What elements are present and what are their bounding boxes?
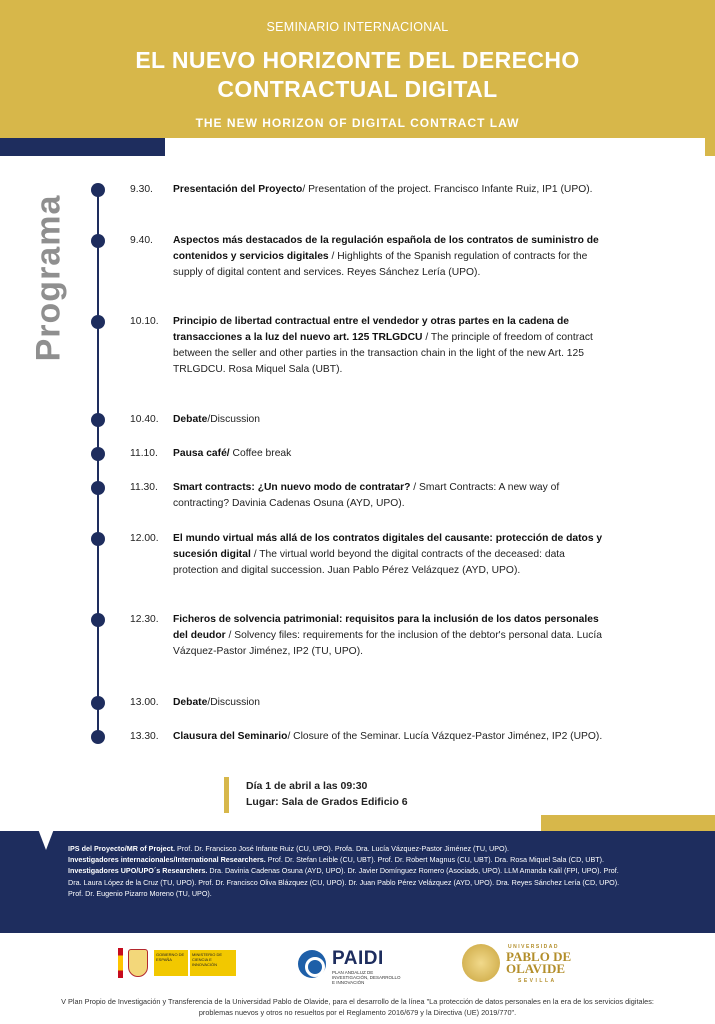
- timeline-dot: [91, 315, 105, 329]
- timeline-dot: [91, 413, 105, 427]
- program-time: 12.00.: [130, 533, 159, 544]
- gobierno-espana-logo: [118, 946, 238, 980]
- page-subtitle: THE NEW HORIZON OF DIGITAL CONTRACT LAW: [195, 116, 520, 130]
- program-time: 13.00.: [130, 697, 159, 708]
- upo-name-line2: OLAVIDE: [506, 961, 566, 976]
- program-time: 9.30.: [130, 184, 153, 195]
- program-title: Principio de libertad contractual entre el vendedor y otras partes en la cadena de transacciones a la luz del nuevo art. 125 TRLGDCU: [173, 316, 569, 343]
- paidi-logo: [298, 948, 408, 985]
- footnote: V Plan Propio de Investigación y Transferencia de la Universidad Pablo de Olavide, para el desarrollo de la línea "La protección de datos personales en la era de los servicios digitales: problemas nuevos y otros no resueltos por el Reglamento 2016/679 y la Directiva (UE) 2019/770".: [61, 997, 654, 1017]
- program-detail: / Highlights of the Spanish regulation of contracts for the supply of digital content and services. Reyes Sánchez Lería (UPO).: [173, 251, 588, 278]
- program-item: [130, 480, 610, 512]
- program-item: [130, 314, 610, 378]
- timeline-dot: [91, 730, 105, 744]
- decorative-navy-bar: [0, 138, 165, 156]
- credits-group-names: Prof. Dr. Stefan Leible (CU, UBT). Prof. Dr. Robert Magnus (CU, UBT). Dra. Rosa Miquel Sala (CD, UBT).: [265, 855, 605, 865]
- upo-name-line1: PABLO DE: [506, 949, 572, 964]
- paidi-wordmark: PAIDI: [332, 948, 384, 969]
- event-date: Día 1 de abril a las 09:30: [246, 780, 368, 792]
- decorative-gold-bar-bottom: [541, 815, 715, 831]
- program-item: [130, 446, 610, 462]
- timeline-dot: [91, 532, 105, 546]
- timeline-dot: [91, 696, 105, 710]
- program-title: Pausa café/: [173, 448, 230, 459]
- program-detail: /Discussion: [207, 414, 260, 425]
- timeline-dot: [91, 613, 105, 627]
- venue-accent-bar: [224, 777, 229, 813]
- event-place: Lugar: Sala de Grados Edificio 6: [246, 796, 408, 808]
- program-time: 13.30.: [130, 731, 159, 742]
- timeline-dot: [91, 447, 105, 461]
- upo-name: [506, 951, 571, 975]
- title-line-1: EL NUEVO HORIZONTE DEL DERECHO: [135, 47, 580, 73]
- credits-group-title: Investigadores internacionales/International Researchers.: [68, 855, 266, 865]
- title-line-2: CONTRACTUAL DIGITAL: [217, 76, 498, 102]
- timeline-dot: [91, 183, 105, 197]
- program-item: [130, 695, 610, 711]
- program-item: [130, 412, 610, 428]
- program-detail: / Closure of the Seminar. Lucía Vázquez-Pastor Jiménez, IP2 (UPO).: [287, 731, 603, 742]
- program-time: 11.10.: [130, 448, 158, 459]
- timeline-dot: [91, 481, 105, 495]
- program-detail: Coffee break: [229, 448, 292, 459]
- timeline-dot: [91, 234, 105, 248]
- program-time: 12.30.: [130, 614, 159, 625]
- program-item: [130, 729, 610, 745]
- logo-row: [0, 940, 715, 990]
- decorative-gold-bar: [705, 138, 715, 156]
- timeline-line: [97, 190, 99, 740]
- page-title: [0, 46, 715, 104]
- program-title: Aspectos más destacados de la regulación española de los contratos de suministro de contenidos y servicios digitales: [173, 235, 599, 262]
- venue-info: [246, 778, 408, 810]
- spain-flag-icon: [118, 948, 123, 978]
- program-label-text: Programa: [29, 194, 68, 362]
- credits-group-names: Dra. Davinia Cadenas Osuna (AYD, UPO). Dr. Javier Domínguez Romero (Asociado, UPO). LLM Amanda Kalil (FPI, UPO). Prof. Dra. Laura López de la Cruz (TU, UPO). Prof. Dr. Francisco Oliva Blázquez (CU, UPO). Dr. Juan Pablo Pérez Velázquez (AYD, UPO). Dra. Reyes Sánchez Lería (CD, UPO). Prof. Dr. Eugenio Pizarro Moreno (TU, UPO).: [68, 866, 620, 898]
- program-detail: / Presentation of the project. Francisco Infante Ruiz, IP1 (UPO).: [302, 184, 593, 195]
- program-detail: / Solvency files: requirements for the inclusion of the debtor's personal data. Lucía Vázquez-Pastor Jiménez, IP2 (TU, UPO).: [173, 630, 602, 657]
- program-title: Smart contracts: ¿Un nuevo modo de contratar?: [173, 482, 411, 493]
- program-time: 9.40.: [130, 235, 153, 246]
- credits-group: [68, 854, 628, 865]
- program-title: El mundo virtual más allá de los contratos digitales del causante: protección de datos y sucesión digital: [173, 533, 603, 560]
- program-item: [130, 531, 610, 579]
- paidi-tagline: PLAN ANDALUZ DE INVESTIGACIÓN, DESARROLLO E INNOVACIÓN: [332, 970, 401, 985]
- program-time: 10.40.: [130, 414, 159, 425]
- program-time: 10.10.: [130, 316, 159, 327]
- upo-seal-icon: [462, 944, 500, 982]
- program-item: [130, 612, 610, 660]
- coat-of-arms-icon: [128, 949, 148, 977]
- program-detail: / Smart Contracts: A new way of contracting? Davinia Cadenas Osuna (AYD, UPO).: [173, 482, 560, 509]
- upo-logo: [462, 942, 582, 986]
- seminar-kicker: SEMINARIO INTERNACIONAL: [266, 20, 449, 34]
- credits-group-title: IPS del Proyecto/MR of Project.: [68, 844, 176, 853]
- credits-group: [68, 865, 628, 899]
- decorative-notch: [38, 829, 54, 850]
- program-detail: /Discussion: [207, 697, 260, 708]
- program-side-label: [28, 178, 70, 378]
- program-title: Debate: [173, 414, 208, 425]
- program-title: Clausura del Seminario: [173, 731, 288, 742]
- program-item: [130, 233, 610, 281]
- credits-group-names: Prof. Dr. Francisco José Infante Ruiz (CU, UPO). Profa. Dra. Lucía Vázquez-Pastor Jiménez (TU, UPO).: [175, 844, 509, 853]
- upo-top-text: UNIVERSIDAD: [508, 944, 559, 950]
- gobierno-label: GOBIERNO DE ESPAÑA: [154, 950, 188, 976]
- program-detail: / The virtual world beyond the digital contracts of the deceased: data protection and digital succession. Juan Pablo Pérez Velázquez (AYD, UPO).: [173, 549, 565, 576]
- header-banner: [0, 0, 715, 138]
- program-title: Ficheros de solvencia patrimonial: requisitos para la inclusión de los datos personales del deudor: [173, 614, 599, 641]
- ministerio-label: MINISTERIO DE CIENCIA E INNOVACIÓN: [190, 950, 236, 976]
- program-title: Debate: [173, 697, 208, 708]
- credits-text: [68, 843, 628, 899]
- paidi-icon: [298, 950, 326, 978]
- upo-city: SEVILLA: [518, 978, 557, 984]
- credits-group: [68, 843, 628, 854]
- program-item: [130, 182, 610, 198]
- program-time: 11.30.: [130, 482, 158, 493]
- program-detail: / The principle of freedom of contract between the seller and other parties in the transaction chain in the light of the new Art. 125 TRLGDCU. Rosa Miquel Sala (UBT).: [173, 332, 593, 375]
- program-title: Presentación del Proyecto: [173, 184, 303, 195]
- credits-group-title: Investigadores UPO/UPO´s Researchers.: [68, 866, 208, 876]
